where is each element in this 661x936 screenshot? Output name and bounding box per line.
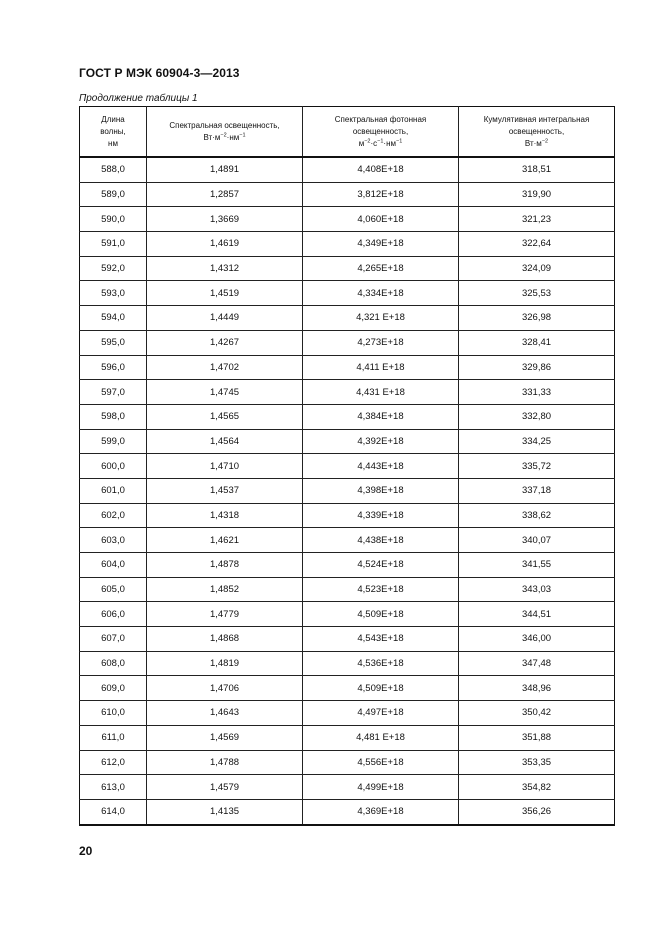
cell-spectral-irradiance: 1,4564 <box>147 429 303 454</box>
table-row <box>80 330 615 355</box>
cell-wavelength: 612,0 <box>80 750 147 775</box>
column-header-cumulative-irradiance <box>459 107 615 158</box>
table-row <box>80 775 615 800</box>
cell-photon-irradiance: 4,398E+18 <box>303 478 459 503</box>
table-caption: Продолжение таблицы 1 <box>79 93 198 104</box>
cell-photon-irradiance: 4,524E+18 <box>303 553 459 578</box>
cell-cumulative-irradiance: 324,09 <box>459 256 615 281</box>
cell-wavelength: 600,0 <box>80 454 147 479</box>
table-row <box>80 725 615 750</box>
cell-cumulative-irradiance: 351,88 <box>459 725 615 750</box>
table-row <box>80 478 615 503</box>
cell-wavelength: 607,0 <box>80 627 147 652</box>
cell-wavelength: 592,0 <box>80 256 147 281</box>
cell-cumulative-irradiance: 322,64 <box>459 232 615 257</box>
header-text: Спектральная освещенность, <box>169 120 280 130</box>
cell-photon-irradiance: 4,411 E+18 <box>303 355 459 380</box>
cell-spectral-irradiance: 1,4519 <box>147 281 303 306</box>
cell-wavelength: 591,0 <box>80 232 147 257</box>
cell-cumulative-irradiance: 329,86 <box>459 355 615 380</box>
header-text: волны, <box>100 126 126 136</box>
cell-photon-irradiance: 4,349E+18 <box>303 232 459 257</box>
cell-spectral-irradiance: 1,4318 <box>147 503 303 528</box>
cell-wavelength: 605,0 <box>80 577 147 602</box>
table-row <box>80 627 615 652</box>
header-text: Кумулятивная интегральная <box>483 114 590 124</box>
cell-photon-irradiance: 4,369E+18 <box>303 799 459 824</box>
header-text: освещенность, <box>352 126 409 136</box>
table-row <box>80 404 615 429</box>
cell-spectral-irradiance: 1,4621 <box>147 528 303 553</box>
cell-photon-irradiance: 4,273E+18 <box>303 330 459 355</box>
cell-photon-irradiance: 4,334E+18 <box>303 281 459 306</box>
table-row <box>80 306 615 331</box>
column-header-photon-irradiance <box>303 107 459 158</box>
cell-photon-irradiance: 4,499E+18 <box>303 775 459 800</box>
cell-photon-irradiance: 4,543E+18 <box>303 627 459 652</box>
cell-photon-irradiance: 4,497E+18 <box>303 701 459 726</box>
cell-cumulative-irradiance: 326,98 <box>459 306 615 331</box>
cell-spectral-irradiance: 1,4569 <box>147 725 303 750</box>
cell-wavelength: 611,0 <box>80 725 147 750</box>
cell-spectral-irradiance: 1,4891 <box>147 157 303 182</box>
header-unit: Вт·м <box>203 132 221 142</box>
cell-photon-irradiance: 4,408E+18 <box>303 157 459 182</box>
cell-wavelength: 588,0 <box>80 157 147 182</box>
cell-spectral-irradiance: 1,4579 <box>147 775 303 800</box>
table-row <box>80 701 615 726</box>
cell-photon-irradiance: 4,321 E+18 <box>303 306 459 331</box>
cell-wavelength: 594,0 <box>80 306 147 331</box>
table-row <box>80 157 615 182</box>
cell-cumulative-irradiance: 344,51 <box>459 602 615 627</box>
cell-wavelength: 608,0 <box>80 651 147 676</box>
cell-cumulative-irradiance: 325,53 <box>459 281 615 306</box>
cell-wavelength: 610,0 <box>80 701 147 726</box>
cell-photon-irradiance: 4,060E+18 <box>303 207 459 232</box>
table-row <box>80 602 615 627</box>
cell-wavelength: 593,0 <box>80 281 147 306</box>
cell-cumulative-irradiance: 334,25 <box>459 429 615 454</box>
cell-cumulative-irradiance: 340,07 <box>459 528 615 553</box>
cell-cumulative-irradiance: 337,18 <box>459 478 615 503</box>
cell-spectral-irradiance: 1,4878 <box>147 553 303 578</box>
header-unit: ·нм <box>226 132 240 142</box>
column-header-wavelength <box>80 107 147 158</box>
cell-photon-irradiance: 4,392E+18 <box>303 429 459 454</box>
table-header <box>80 107 615 158</box>
table-row <box>80 256 615 281</box>
cell-spectral-irradiance: 1,4706 <box>147 676 303 701</box>
cell-wavelength: 614,0 <box>80 799 147 824</box>
cell-cumulative-irradiance: 356,26 <box>459 799 615 824</box>
table-row <box>80 553 615 578</box>
cell-cumulative-irradiance: 348,96 <box>459 676 615 701</box>
cell-photon-irradiance: 4,481 E+18 <box>303 725 459 750</box>
header-text: нм <box>108 138 118 148</box>
cell-wavelength: 596,0 <box>80 355 147 380</box>
cell-spectral-irradiance: 1,4788 <box>147 750 303 775</box>
cell-spectral-irradiance: 1,4710 <box>147 454 303 479</box>
unit-exponent: −2 <box>220 131 227 138</box>
cell-spectral-irradiance: 1,4267 <box>147 330 303 355</box>
table-body <box>80 157 615 825</box>
cell-cumulative-irradiance: 343,03 <box>459 577 615 602</box>
table-row <box>80 503 615 528</box>
cell-spectral-irradiance: 1,4819 <box>147 651 303 676</box>
table-row <box>80 676 615 701</box>
column-header-spectral-irradiance <box>147 107 303 158</box>
unit-exponent: −2 <box>364 137 371 144</box>
cell-spectral-irradiance: 1,4537 <box>147 478 303 503</box>
cell-spectral-irradiance: 1,4745 <box>147 380 303 405</box>
spectral-table <box>79 106 615 826</box>
header-text: освещенность, <box>508 126 565 136</box>
document-header: ГОСТ Р МЭК 60904-3—2013 <box>79 66 240 80</box>
cell-wavelength: 595,0 <box>80 330 147 355</box>
cell-photon-irradiance: 4,339E+18 <box>303 503 459 528</box>
cell-cumulative-irradiance: 331,33 <box>459 380 615 405</box>
header-unit: ·нм <box>383 138 397 148</box>
cell-spectral-irradiance: 1,4779 <box>147 602 303 627</box>
cell-wavelength: 603,0 <box>80 528 147 553</box>
cell-spectral-irradiance: 1,4852 <box>147 577 303 602</box>
cell-spectral-irradiance: 1,2857 <box>147 182 303 207</box>
cell-wavelength: 601,0 <box>80 478 147 503</box>
cell-spectral-irradiance: 1,4312 <box>147 256 303 281</box>
cell-wavelength: 598,0 <box>80 404 147 429</box>
table-row <box>80 355 615 380</box>
unit-exponent: −2 <box>541 137 549 144</box>
cell-cumulative-irradiance: 318,51 <box>459 157 615 182</box>
cell-wavelength: 609,0 <box>80 676 147 701</box>
cell-spectral-irradiance: 1,4868 <box>147 627 303 652</box>
table-row <box>80 182 615 207</box>
table-row <box>80 528 615 553</box>
table-row <box>80 281 615 306</box>
cell-spectral-irradiance: 1,4135 <box>147 799 303 824</box>
cell-cumulative-irradiance: 353,35 <box>459 750 615 775</box>
cell-spectral-irradiance: 1,3669 <box>147 207 303 232</box>
cell-wavelength: 599,0 <box>80 429 147 454</box>
cell-cumulative-irradiance: 346,00 <box>459 627 615 652</box>
table-row <box>80 750 615 775</box>
cell-wavelength: 602,0 <box>80 503 147 528</box>
cell-wavelength: 613,0 <box>80 775 147 800</box>
cell-cumulative-irradiance: 338,62 <box>459 503 615 528</box>
cell-photon-irradiance: 4,438E+18 <box>303 528 459 553</box>
cell-spectral-irradiance: 1,4619 <box>147 232 303 257</box>
unit-exponent: −1 <box>239 131 246 138</box>
cell-cumulative-irradiance: 341,55 <box>459 553 615 578</box>
header-unit: Вт·м <box>524 138 542 148</box>
header-text: Спектральная фотонная <box>334 114 427 124</box>
cell-photon-irradiance: 4,265E+18 <box>303 256 459 281</box>
cell-cumulative-irradiance: 321,23 <box>459 207 615 232</box>
cell-wavelength: 590,0 <box>80 207 147 232</box>
table-row <box>80 429 615 454</box>
cell-photon-irradiance: 4,431 E+18 <box>303 380 459 405</box>
cell-photon-irradiance: 4,523E+18 <box>303 577 459 602</box>
cell-spectral-irradiance: 1,4702 <box>147 355 303 380</box>
cell-photon-irradiance: 4,509E+18 <box>303 602 459 627</box>
cell-cumulative-irradiance: 319,90 <box>459 182 615 207</box>
cell-photon-irradiance: 4,536E+18 <box>303 651 459 676</box>
cell-photon-irradiance: 4,384E+18 <box>303 404 459 429</box>
cell-cumulative-irradiance: 347,48 <box>459 651 615 676</box>
cell-wavelength: 604,0 <box>80 553 147 578</box>
cell-cumulative-irradiance: 335,72 <box>459 454 615 479</box>
cell-photon-irradiance: 4,556E+18 <box>303 750 459 775</box>
header-unit: м <box>358 138 365 148</box>
table-row <box>80 799 615 824</box>
cell-wavelength: 597,0 <box>80 380 147 405</box>
cell-wavelength: 606,0 <box>80 602 147 627</box>
cell-photon-irradiance: 3,812E+18 <box>303 182 459 207</box>
unit-exponent: −1 <box>396 137 403 144</box>
table-row <box>80 651 615 676</box>
table-row <box>80 232 615 257</box>
cell-cumulative-irradiance: 350,42 <box>459 701 615 726</box>
cell-cumulative-irradiance: 328,41 <box>459 330 615 355</box>
table-row <box>80 207 615 232</box>
cell-spectral-irradiance: 1,4565 <box>147 404 303 429</box>
cell-wavelength: 589,0 <box>80 182 147 207</box>
cell-spectral-irradiance: 1,4449 <box>147 306 303 331</box>
header-unit: ·с <box>370 138 378 148</box>
table-row <box>80 577 615 602</box>
cell-cumulative-irradiance: 332,80 <box>459 404 615 429</box>
cell-cumulative-irradiance: 354,82 <box>459 775 615 800</box>
page-number: 20 <box>79 844 93 858</box>
cell-spectral-irradiance: 1,4643 <box>147 701 303 726</box>
cell-photon-irradiance: 4,443E+18 <box>303 454 459 479</box>
header-text: Длина <box>101 114 125 124</box>
table-row <box>80 380 615 405</box>
cell-photon-irradiance: 4,509E+18 <box>303 676 459 701</box>
unit-exponent: −1 <box>377 137 384 144</box>
table-row <box>80 454 615 479</box>
